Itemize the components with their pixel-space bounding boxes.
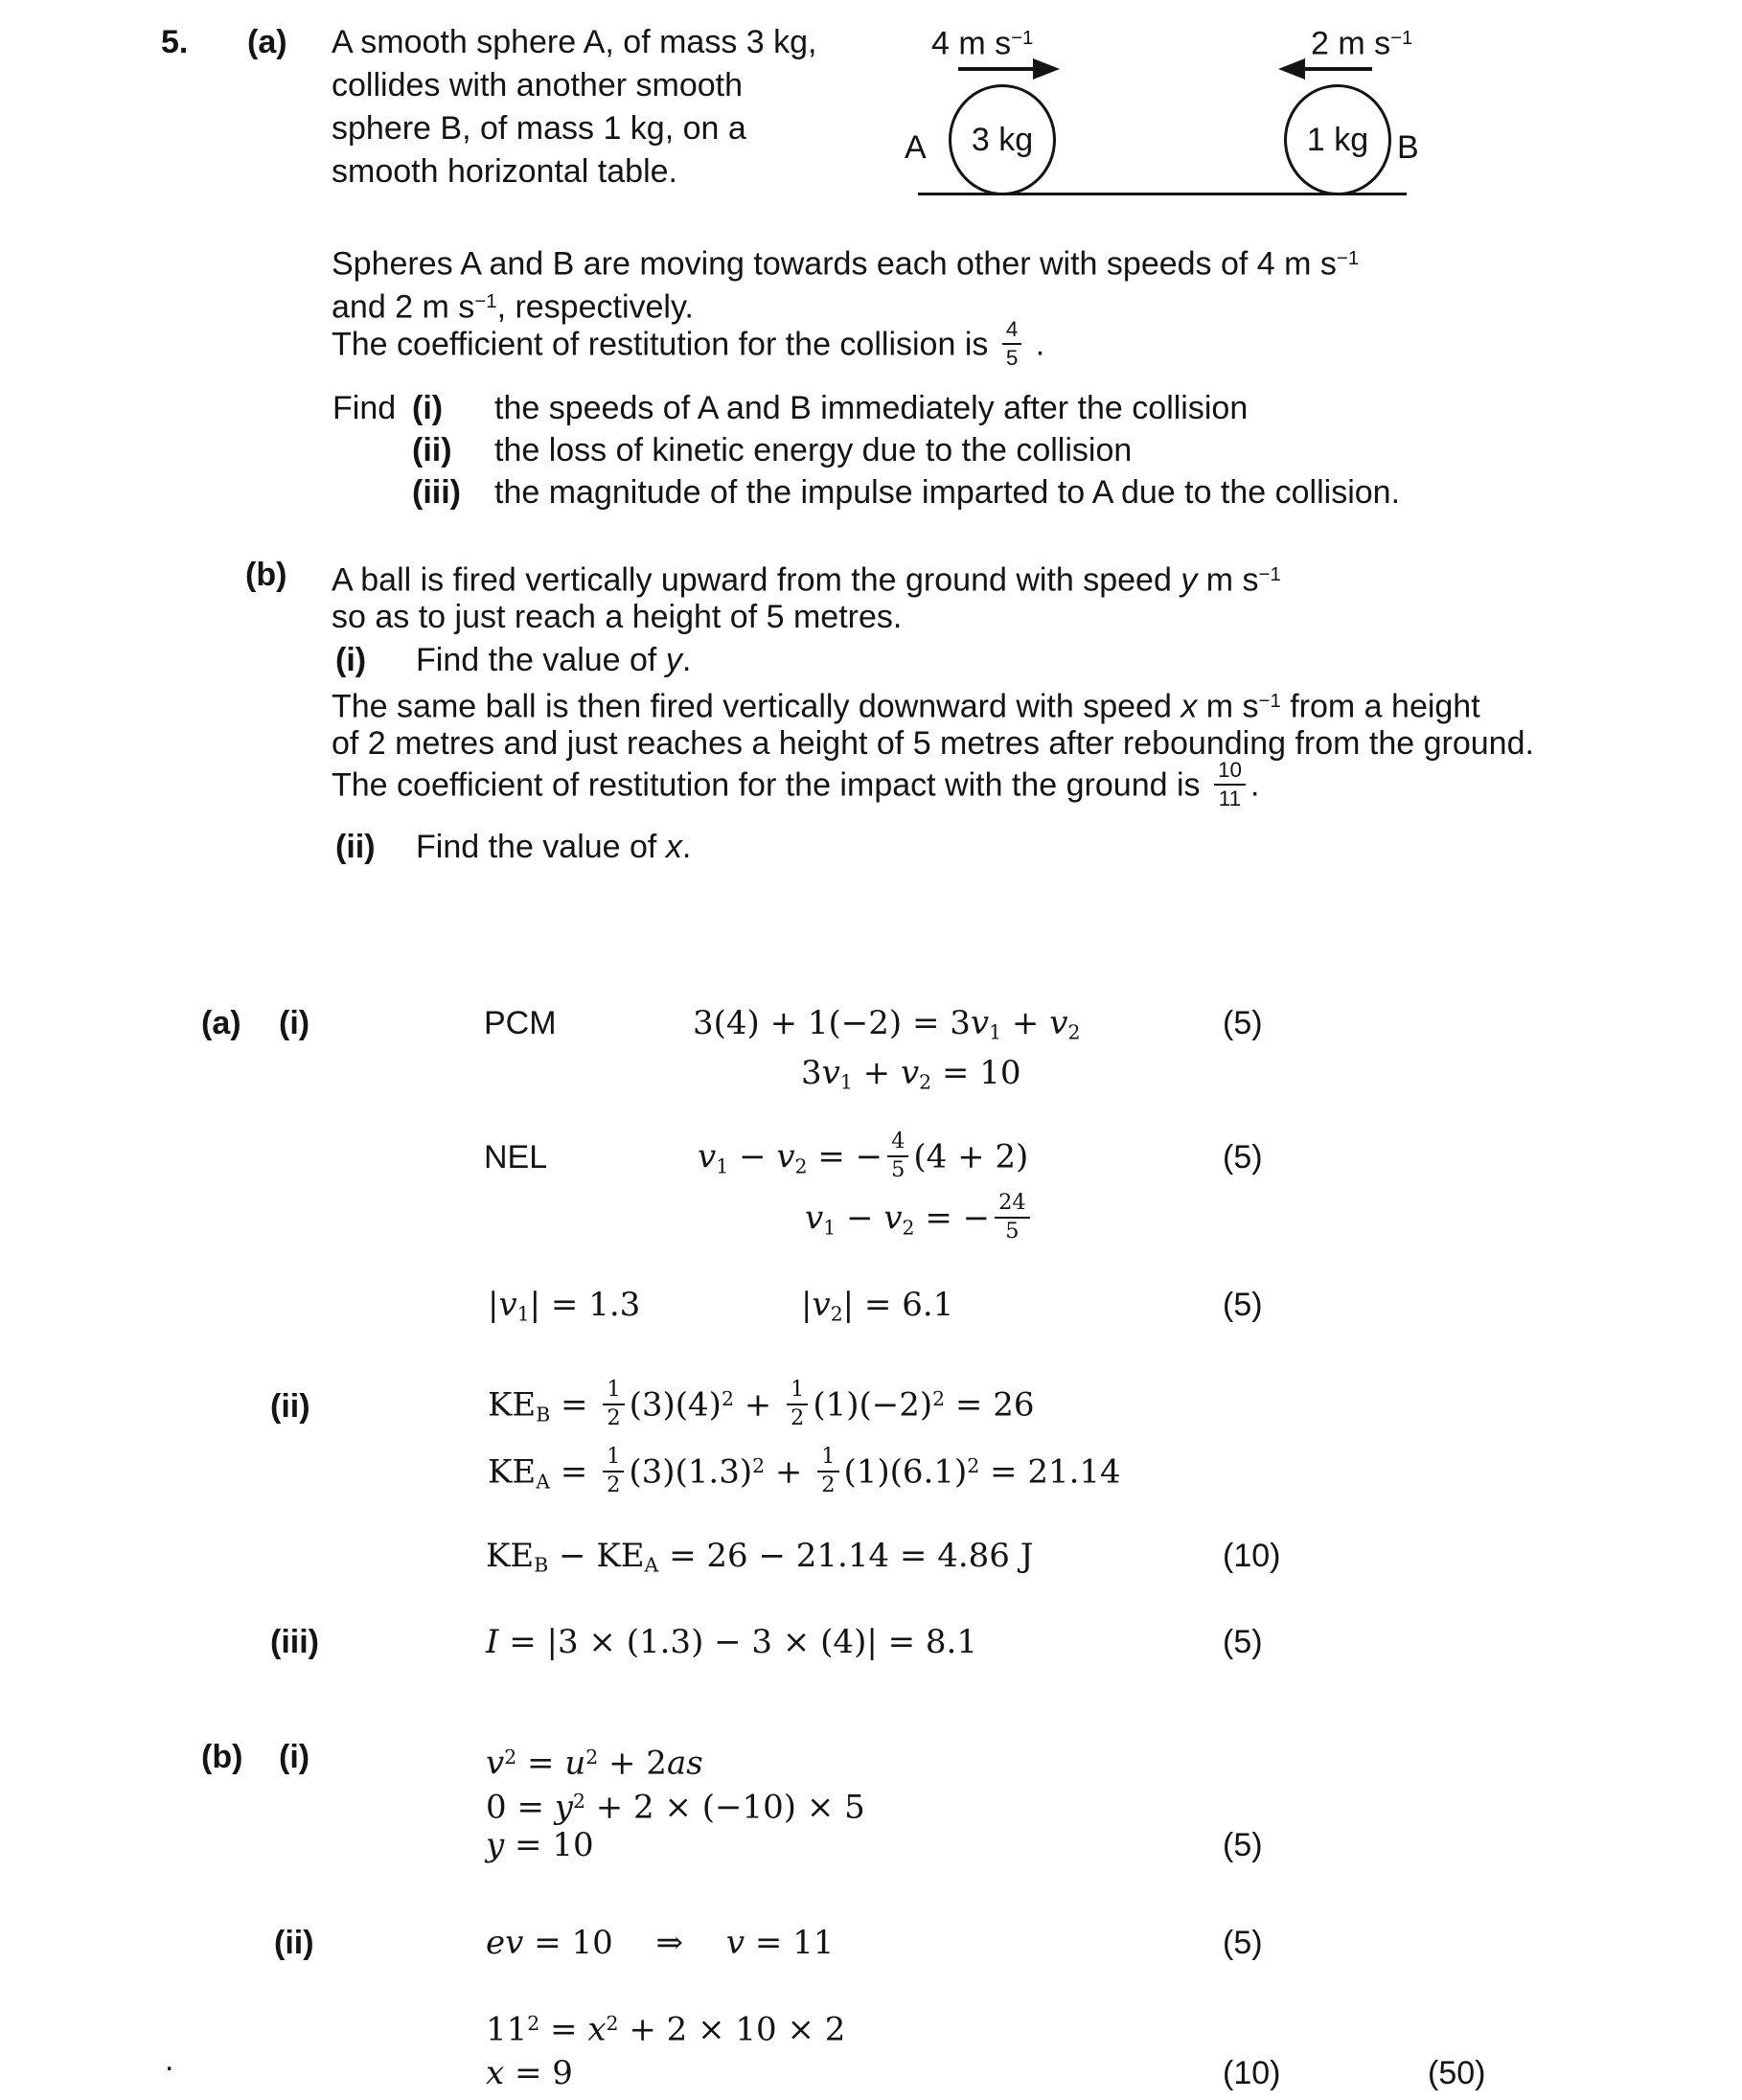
part-b-item-i-label: (i): [335, 642, 367, 678]
mark-total: (50): [1428, 2055, 1486, 2091]
part-b-line-3: The same ball is then fired vertically downward with speed x m $s^{-1}$ from a height: [332, 688, 1480, 725]
sol-bi-label: (i): [279, 1739, 310, 1775]
sphere-b-arrow-line: [1303, 67, 1372, 71]
sol-aiii-label: (iii): [270, 1624, 319, 1660]
find-item-i-label: (i): [412, 390, 444, 426]
find-item-iii-label: (iii): [412, 474, 461, 511]
part-b-item-ii-label: (ii): [335, 829, 376, 865]
v2-result: |v2| = 6.1: [801, 1286, 954, 1326]
table-surface-line: [918, 193, 1407, 195]
mark-pcm: (5): [1223, 1005, 1263, 1041]
mark-ev: (5): [1223, 1925, 1263, 1961]
sphere-b-arrow-left-icon: [1278, 58, 1305, 80]
part-b-item-i-text: Find the value of y.: [416, 642, 692, 678]
mark-impulse: (5): [1223, 1624, 1263, 1660]
sphere-a-arrow-right-icon: [1033, 58, 1060, 80]
sphere-a-side-label: A: [905, 129, 927, 166]
collision-diagram: [901, 14, 1437, 206]
part-b-item-ii-text: Find the value of x.: [416, 829, 692, 865]
restitution-statement-a: The coefficient of restitution for the collision is $\frac{4}{5}$ .: [332, 317, 1045, 371]
x-result: x = 9: [486, 2054, 573, 2092]
sol-a-label: (a): [201, 1005, 241, 1041]
sphere-b-side-label: B: [1397, 129, 1419, 166]
ev-equation: ev = 10 ⇒ v = 11: [486, 1924, 835, 1962]
pcm-label: PCM: [484, 1005, 557, 1041]
sphere-b-speed-label: 2 m $s^{-1}$: [1311, 25, 1413, 62]
part-a-intro-line-2: collides with another smooth: [332, 67, 744, 103]
nel-label: NEL: [484, 1139, 548, 1176]
stray-period: .: [165, 2042, 174, 2078]
speeds-line-1: Spheres A and B are moving towards each other with speeds of 4 m $s^{-1}$: [332, 245, 1360, 283]
sphere-a-speed-label: 4 m $s^{-1}$: [931, 25, 1034, 62]
part-b-label: (b): [245, 557, 287, 593]
sol-aii-label: (ii): [270, 1388, 310, 1425]
sol-bii-label: (ii): [274, 1925, 314, 1961]
x-equation: $11^2 = x^2 + 2 \times 10 \times 2$: [486, 2010, 846, 2049]
sphere-a-circle: [949, 84, 1056, 195]
part-a-intro-line-1: A smooth sphere A, of mass 3 kg,: [332, 24, 817, 60]
ke-after-equation: KEA = $\frac{1}{2}$ $(3)(1.3)^2$ + $\frac{1}{2}$ $(1)(6.1)^2 = 21.14$: [488, 1443, 1121, 1498]
part-b-line-4: of 2 metres and just reaches a height of 5 metres after rebounding from the ground.: [332, 725, 1534, 762]
part-a-label: (a): [247, 24, 287, 60]
ke-before-equation: KEB = $\frac{1}{2}$ $(3)(4)^2$ + $\frac{1}{2}$ $(1)(-2)^2 = 26$: [488, 1376, 1035, 1431]
sphere-b-circle: [1284, 84, 1391, 195]
nel-equation-2: v1 − v2 = − $\frac{24}{5}$: [805, 1194, 1035, 1248]
sphere-a-arrow-line: [958, 67, 1035, 71]
speeds-line-2: and 2 m $s^{-1}$, respectively.: [332, 288, 694, 326]
mark-speeds: (5): [1223, 1287, 1263, 1323]
sphere-a-mass: 3 kg: [971, 121, 1034, 158]
v1-result: |v1| = 1.3: [488, 1286, 641, 1326]
pcm-equation-2: 3v1 + v2 = 10: [801, 1054, 1021, 1094]
part-b-line-1: A ball is fired vertically upward from the ground with speed y m $s^{-1}$: [332, 561, 1281, 599]
sol-ai-label: (i): [279, 1005, 310, 1041]
find-item-iii-text: the magnitude of the impulse imparted to A due to the collision.: [494, 474, 1401, 511]
find-item-i-text: the speeds of A and B immediately after the collision: [494, 390, 1249, 426]
mark-y: (5): [1223, 1827, 1263, 1863]
mark-x: (10): [1223, 2055, 1281, 2091]
y-result: y = 10: [486, 1826, 594, 1864]
part-a-intro-line-3: sphere B, of mass 1 kg, on a: [332, 110, 746, 147]
ke-loss-equation: KEB − KEA = 26 − 21.14 = 4.86 J: [486, 1537, 1034, 1577]
restitution-statement-b: The coefficient of restitution for the impact with the ground is $\frac{10}{11}$ .: [332, 758, 1260, 811]
nel-equation-1: v1 − v2 = − $\frac{4}{5}$ (4 + 2): [698, 1129, 1029, 1183]
mark-nel: (5): [1223, 1139, 1263, 1176]
sphere-b-mass: 1 kg: [1306, 121, 1369, 158]
find-item-ii-text: the loss of kinetic energy due to the collision: [494, 432, 1133, 468]
suvat-substitution: $0 = y^2 + 2 \times (-10) \times 5$: [486, 1788, 865, 1827]
suvat-equation: $v^2 = u^2 + 2as$: [486, 1744, 703, 1783]
mark-ke: (10): [1223, 1538, 1281, 1574]
sol-b-label: (b): [201, 1739, 243, 1775]
part-b-line-2: so as to just reach a height of 5 metres.: [332, 599, 903, 635]
impulse-equation: I = |3 × (1.3) − 3 × (4)| = 8.1: [486, 1623, 977, 1661]
find-label: Find: [332, 390, 397, 426]
find-item-ii-label: (ii): [412, 432, 452, 468]
question-number: 5.: [161, 24, 189, 60]
part-a-intro-line-4: smooth horizontal table.: [332, 153, 677, 190]
pcm-equation-1: 3(4) + 1(−2) = 3v1 + v2: [693, 1004, 1081, 1044]
